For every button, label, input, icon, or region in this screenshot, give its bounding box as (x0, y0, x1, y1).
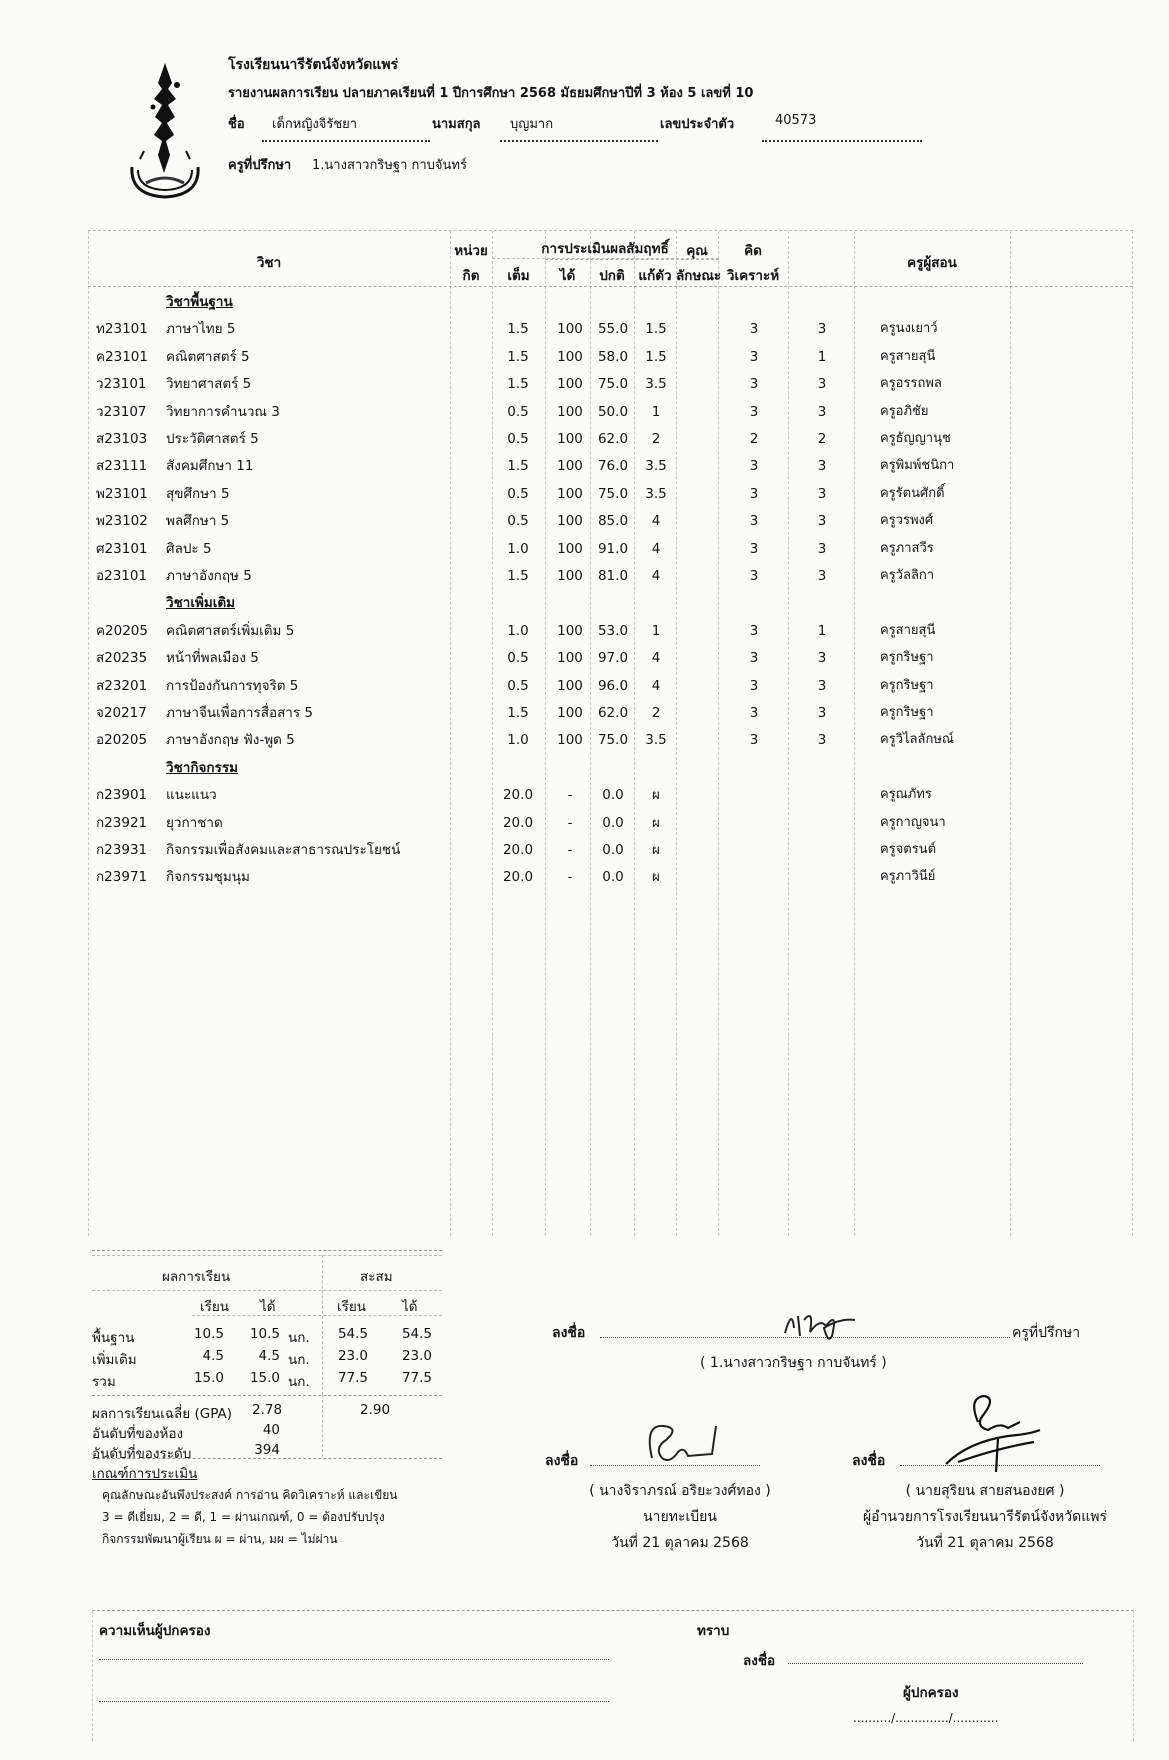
subject-code: ก23971 (96, 869, 148, 886)
full-score: - (567, 869, 573, 886)
header-credit-top: หน่วย (454, 243, 488, 259)
id-label: เลขประจำตัว (660, 117, 735, 132)
characteristic-value: 3 (749, 348, 759, 365)
grade-value: 4 (651, 568, 661, 584)
thinking-value: 1 (817, 348, 827, 365)
summary-earned: 10.5 (249, 1326, 280, 1342)
score-value: 76.0 (597, 458, 629, 475)
credit-value: 1.0 (507, 622, 529, 639)
parent-role: ผู้ปกครอง (903, 1685, 959, 1701)
table-row (88, 617, 1133, 645)
thinking-value: 3 (817, 485, 827, 502)
thinking-value: 2 (817, 431, 827, 447)
full-score: - (567, 787, 573, 804)
credit-value: 1.0 (507, 540, 529, 557)
subject-name: พลศึกษา 5 (166, 513, 230, 530)
header-credit-bottom: กิต (462, 268, 480, 284)
level-rank-value: 394 (254, 1442, 280, 1458)
credit-value: 0.5 (507, 431, 529, 447)
score-value: 55.0 (597, 321, 629, 338)
subject-code: พ23102 (96, 513, 148, 530)
subject-name: คณิตศาสตร์เพิ่มเติม 5 (166, 622, 295, 639)
subject-name: วิทยาศาสตร์ 5 (166, 376, 252, 393)
teacher-name: ครูวิไลลักษณ์ (880, 732, 954, 748)
student-surname: บุญมาก (510, 117, 554, 132)
characteristic-value: 3 (749, 540, 759, 557)
header-full: เต็ม (507, 268, 530, 284)
score-value: 58.0 (597, 348, 629, 365)
full-score: - (567, 842, 573, 858)
teacher-name: ครูกาญจนา (880, 814, 946, 830)
score-value: 0.0 (602, 869, 624, 886)
score-value: 91.0 (597, 540, 629, 557)
thinking-value: 3 (817, 540, 827, 557)
subject-code: ว23101 (96, 376, 147, 393)
grade-value: 3.5 (645, 376, 667, 393)
advisor-label: ครูที่ปรึกษา (228, 158, 292, 173)
subject-code: อ20205 (96, 732, 148, 749)
thinking-value: 3 (817, 513, 827, 530)
teacher-name: ครูภาวินีย์ (880, 869, 936, 885)
characteristic-value: 3 (749, 650, 759, 667)
credit-value: 1.5 (507, 321, 529, 338)
grade-value: 2 (651, 431, 661, 447)
subject-name: ภาษาจีนเพื่อการสื่อสาร 5 (166, 705, 314, 721)
subject-name: การป้องกันการทุจริต 5 (166, 677, 299, 694)
subject-name: ภาษาอังกฤษ 5 (166, 568, 252, 584)
table-row (88, 809, 1133, 837)
summary-acc-earned: 77.5 (401, 1370, 432, 1386)
table-row (88, 699, 1133, 727)
director-signature (938, 1392, 1048, 1474)
characteristic-value: 3 (749, 485, 759, 502)
table-row (88, 562, 1133, 590)
grade-value: 1 (651, 622, 661, 639)
grade-value: 1 (651, 403, 661, 420)
table-row (88, 398, 1133, 426)
header-normal: ปกติ (599, 268, 625, 284)
characteristic-value: 3 (749, 458, 759, 475)
header-teacher: ครูผู้สอน (907, 255, 957, 271)
score-value: 85.0 (597, 513, 629, 530)
credit-value: 1.5 (507, 705, 529, 721)
summary-unit: นก. (288, 1330, 310, 1346)
table-row (88, 343, 1133, 371)
characteristic-value: 3 (749, 677, 759, 694)
summary-col-studied: เรียน (200, 1299, 230, 1315)
parent-acknowledge-label: ทราบ (697, 1623, 730, 1639)
characteristic-value: 2 (749, 431, 759, 447)
subject-code: ว23107 (96, 403, 147, 420)
grade-value: ผ (652, 787, 660, 804)
summary-col-earned: ได้ (260, 1299, 276, 1315)
grade-value: 1.5 (645, 321, 667, 338)
subject-code: ส23201 (96, 677, 148, 694)
credit-value: 1.5 (507, 348, 529, 365)
subject-code: ก23901 (96, 787, 148, 804)
header-think-bottom: วิเคราะห์ (726, 268, 780, 284)
characteristic-value: 3 (749, 513, 759, 530)
class-rank-label: อันดับที่ของห้อง (92, 1426, 184, 1442)
summary-col-acc-studied: เรียน (337, 1299, 367, 1315)
thinking-value: 3 (817, 403, 827, 420)
table-row (88, 452, 1133, 480)
subject-code: ท23101 (96, 321, 148, 338)
summary-earned: 15.0 (249, 1370, 280, 1386)
registrar-signature (640, 1418, 730, 1470)
credit-value: 1.5 (507, 458, 529, 475)
gpa-label: ผลการเรียนเฉลี่ย (GPA) (92, 1406, 232, 1422)
subject-name: กิจกรรมชุมนุม (166, 869, 250, 886)
parent-sign-label: ลงชื่อ (743, 1653, 776, 1669)
teacher-name: ครูกริษฐา (880, 650, 934, 666)
summary-studied: 15.0 (193, 1370, 224, 1386)
registrar-role: นายทะเบียน (643, 1509, 717, 1525)
table-row (88, 781, 1133, 809)
summary-studied: 4.5 (202, 1348, 224, 1364)
characteristic-value: 3 (749, 705, 759, 721)
teacher-name: ครูจตรนต์ (880, 842, 937, 857)
header-char-bottom: ลักษณะ (676, 268, 722, 284)
subject-code: ค20205 (96, 622, 148, 639)
parent-date[interactable]: ........../............../............ (853, 1711, 999, 1725)
score-value: 96.0 (597, 677, 629, 694)
grade-value: 4 (651, 677, 661, 694)
surname-dotted-line (500, 140, 658, 142)
gpa-accum-value: 2.90 (360, 1402, 391, 1418)
credit-value: 20.0 (502, 814, 534, 831)
credit-value: 1.5 (507, 568, 529, 584)
grade-value: 4 (651, 650, 661, 667)
summary-accum-header: สะสม (360, 1269, 393, 1285)
table-row (88, 507, 1133, 535)
characteristic-value: 3 (749, 376, 759, 393)
criteria-line: 3 = ดีเยี่ยม, 2 = ดี, 1 = ผ่านเกณฑ์, 0 = ต้องปรับปรุง (102, 1510, 385, 1524)
advisor-role: ครูที่ปรึกษา (1012, 1325, 1081, 1341)
credit-value: 20.0 (502, 869, 534, 886)
subject-name: วิทยาการคำนวณ 3 (166, 403, 280, 420)
score-value: 81.0 (597, 568, 629, 584)
header-char-top: คุณ (686, 243, 708, 259)
score-value: 50.0 (597, 403, 629, 420)
full-score: 100 (557, 458, 583, 475)
advisor-signature (780, 1298, 860, 1348)
grade-value: ผ (652, 842, 660, 858)
summary-row-label: พื้นฐาน (92, 1330, 135, 1346)
subject-name: แนะแนว (166, 787, 217, 804)
subject-code: ศ23101 (96, 540, 148, 557)
summary-row-label: รวม (92, 1374, 116, 1390)
teacher-name: ครูวัลลิกา (880, 568, 935, 583)
table-row (88, 535, 1133, 563)
credit-value: 1.0 (507, 732, 529, 749)
section-title: วิชาเพิ่มเติม (166, 595, 236, 612)
characteristic-value: 3 (749, 403, 759, 420)
summary-acc-earned: 23.0 (401, 1348, 432, 1364)
header-think-top: คิด (744, 243, 762, 259)
teacher-name: ครูภาสวีร (880, 540, 934, 556)
full-score: 100 (557, 348, 583, 365)
parent-comment-section (92, 1610, 1134, 1741)
thinking-value: 3 (817, 650, 827, 667)
school-name: โรงเรียนนารีรัตน์จังหวัดแพร่ (228, 57, 399, 73)
full-score: 100 (557, 513, 583, 530)
summary-acc-studied: 54.5 (337, 1326, 368, 1342)
subject-code: ส23103 (96, 431, 148, 447)
subject-name: กิจกรรมเพื่อสังคมและสาธารณประโยชน์ (166, 842, 401, 858)
director-role: ผู้อำนวยการโรงเรียนนารีรัตน์จังหวัดแพร่ (862, 1509, 1108, 1525)
advisor-name: 1.นางสาวกริษฐา กาบจันทร์ (312, 158, 467, 173)
teacher-name: ครูอรรถพล (880, 376, 942, 392)
score-value: 0.0 (602, 842, 624, 858)
thinking-value: 3 (817, 705, 827, 721)
grades-table (88, 230, 1133, 1236)
score-value: 62.0 (597, 431, 629, 447)
teacher-name: ครูพิมพ์ชนิกา (880, 458, 955, 474)
summary-row-label: เพิ่มเติม (92, 1352, 137, 1368)
surname-label: นามสกุล (432, 117, 481, 132)
score-value: 53.0 (597, 622, 629, 639)
summary-col-acc-earned: ได้ (402, 1299, 418, 1315)
characteristic-value: 3 (749, 568, 759, 584)
summary-acc-studied: 77.5 (337, 1370, 368, 1386)
subject-code: พ23101 (96, 485, 148, 502)
full-score: 100 (557, 705, 583, 721)
summary-studied: 10.5 (193, 1326, 224, 1342)
summary-acc-earned: 54.5 (401, 1326, 432, 1342)
teacher-name: ครูสายสุนี (880, 348, 936, 364)
grade-value: 4 (651, 540, 661, 557)
level-rank-label: อันดับที่ของระดับ (92, 1446, 192, 1462)
table-row (88, 480, 1133, 508)
full-score: 100 (557, 568, 583, 584)
subject-code: ก23921 (96, 814, 148, 831)
criteria-line: คุณลักษณะอันพึงประสงค์ การอ่าน คิดวิเคราะห์ และเขียน (102, 1488, 398, 1502)
subject-code: ค23101 (96, 348, 148, 365)
gpa-value: 2.78 (252, 1402, 283, 1418)
characteristic-value: 3 (749, 321, 759, 338)
credit-value: 0.5 (507, 485, 529, 502)
credit-value: 20.0 (502, 787, 534, 804)
registrar-name: ( นางจิราภรณ์ อริยะวงศ์ทอง ) (589, 1483, 771, 1499)
full-score: 100 (557, 485, 583, 502)
header-subject: วิชา (256, 255, 282, 271)
subject-code: จ20217 (96, 705, 147, 721)
parent-comment-label: ความเห็นผู้ปกครอง (99, 1623, 211, 1639)
subject-name: หน้าที่พลเมือง 5 (166, 650, 259, 667)
table-row (88, 370, 1133, 398)
characteristic-value: 3 (749, 622, 759, 639)
thinking-value: 3 (817, 568, 827, 584)
characteristic-value: 3 (749, 732, 759, 749)
director-sign-label: ลงชื่อ (852, 1453, 886, 1469)
name-label: ชื่อ (228, 117, 245, 132)
grade-value: 2 (651, 705, 661, 721)
summary-unit: นก. (288, 1352, 310, 1368)
subject-code: ส20235 (96, 650, 148, 667)
school-emblem-icon (120, 55, 210, 205)
subject-name: สุขศึกษา 5 (166, 485, 230, 502)
score-value: 75.0 (597, 732, 629, 749)
teacher-name: ครูธัญญานุช (880, 431, 951, 446)
parent-comment-line[interactable] (99, 1701, 609, 1702)
teacher-name: ครูรัตนศักดิ์ (880, 485, 945, 501)
thinking-value: 3 (817, 458, 827, 475)
subject-name: ภาษาไทย 5 (166, 321, 236, 338)
summary-acc-studied: 23.0 (337, 1348, 368, 1364)
full-score: 100 (557, 321, 583, 338)
registrar-sign-label: ลงชื่อ (545, 1453, 579, 1469)
teacher-name: ครูสายสุนี (880, 622, 936, 638)
thinking-value: 3 (817, 677, 827, 694)
credit-value: 1.5 (507, 376, 529, 393)
table-row (88, 315, 1133, 343)
teacher-name: ครูกริษฐา (880, 677, 934, 693)
credit-value: 0.5 (507, 677, 529, 694)
full-score: 100 (557, 403, 583, 420)
score-value: 62.0 (597, 705, 629, 721)
credit-value: 0.5 (507, 403, 529, 420)
subject-name: ประวัติศาสตร์ 5 (166, 431, 259, 447)
full-score: 100 (557, 732, 583, 749)
score-value: 75.0 (597, 485, 629, 502)
full-score: 100 (557, 677, 583, 694)
subject-name: สังคมศึกษา 11 (166, 458, 254, 475)
full-score: 100 (557, 540, 583, 557)
thinking-value: 3 (817, 321, 827, 338)
report-title: รายงานผลการเรียน ปลายภาคเรียนที่ 1 ปีการศึกษา 2568 มัธยมศึกษาปีที่ 3 ห้อง 5 เลขที่ 10 (228, 86, 754, 101)
summary-table (92, 1250, 492, 1590)
teacher-name: ครูนงเยาว์ (880, 321, 938, 337)
student-id: 40573 (775, 113, 817, 128)
section-title: วิชากิจกรรม (166, 759, 238, 776)
thinking-value: 3 (817, 732, 827, 749)
section-title: วิชาพื้นฐาน (166, 294, 233, 310)
advisor-sign-label: ลงชื่อ (552, 1325, 586, 1341)
header-fix: แก้ตัว (638, 268, 672, 284)
full-score: 100 (557, 622, 583, 639)
score-value: 0.0 (602, 814, 624, 831)
grade-value: ผ (652, 869, 660, 886)
advisor-signer-name: ( 1.นางสาวกริษฐา กาบจันทร์ ) (700, 1355, 887, 1371)
criteria-title: เกณฑ์การประเมิน (92, 1466, 198, 1482)
table-row (88, 726, 1133, 754)
credit-value: 0.5 (507, 513, 529, 530)
thinking-value: 3 (817, 376, 827, 393)
header-score: ได้ (559, 268, 576, 284)
summary-earned: 4.5 (258, 1348, 280, 1364)
class-rank-value: 40 (262, 1422, 280, 1438)
subject-name: ศิลปะ 5 (166, 540, 212, 557)
full-score: 100 (557, 376, 583, 393)
teacher-name: ครูวรพงศ์ (880, 513, 934, 529)
director-date: วันที่ 21 ตุลาคม 2568 (916, 1535, 1054, 1551)
subject-name: ยุวกาชาด (166, 814, 223, 831)
thinking-value: 1 (817, 622, 827, 639)
grade-value: 3.5 (645, 458, 667, 475)
student-name: เด็กหญิงจิรัชยา (272, 117, 358, 132)
director-name: ( นายสุริยน สายสนองยศ ) (905, 1483, 1065, 1499)
teacher-name: ครูอภิชัย (880, 403, 929, 419)
parent-sign-line[interactable] (788, 1663, 1083, 1664)
table-row (88, 644, 1133, 672)
header-assessment: การประเมินผลสัมฤทธิ์ (541, 241, 669, 257)
name-dotted-line (262, 140, 430, 142)
full-score: - (567, 814, 573, 831)
score-value: 0.0 (602, 787, 624, 804)
teacher-name: ครูกริษฐา (880, 705, 934, 720)
parent-comment-line[interactable] (99, 1659, 609, 1660)
credit-value: 0.5 (507, 650, 529, 667)
credit-value: 20.0 (502, 842, 534, 858)
table-row (88, 672, 1133, 700)
id-dotted-line (762, 140, 922, 142)
score-value: 97.0 (597, 650, 629, 667)
grade-value: ผ (652, 814, 660, 831)
subject-code: ส23111 (96, 458, 148, 475)
registrar-date: วันที่ 21 ตุลาคม 2568 (611, 1535, 749, 1551)
grade-value: 3.5 (645, 732, 667, 749)
grade-value: 1.5 (645, 348, 667, 365)
subject-code: อ23101 (96, 568, 148, 584)
summary-results-header: ผลการเรียน (162, 1269, 231, 1285)
subject-name: ภาษาอังกฤษ ฟัง-พูด 5 (166, 732, 295, 749)
grade-value: 3.5 (645, 485, 667, 502)
table-row (88, 836, 1133, 864)
teacher-name: ครูณภัทร (880, 787, 932, 803)
full-score: 100 (557, 650, 583, 667)
subject-code: ก23931 (96, 842, 148, 858)
table-row (88, 425, 1133, 453)
grade-value: 4 (651, 513, 661, 530)
criteria-line: กิจกรรมพัฒนาผู้เรียน ผ = ผ่าน, มผ = ไม่ผ่าน (102, 1532, 338, 1546)
summary-unit: นก. (288, 1374, 310, 1390)
score-value: 75.0 (597, 376, 629, 393)
subject-name: คณิตศาสตร์ 5 (166, 348, 250, 365)
full-score: 100 (557, 431, 583, 447)
table-row (88, 863, 1133, 891)
